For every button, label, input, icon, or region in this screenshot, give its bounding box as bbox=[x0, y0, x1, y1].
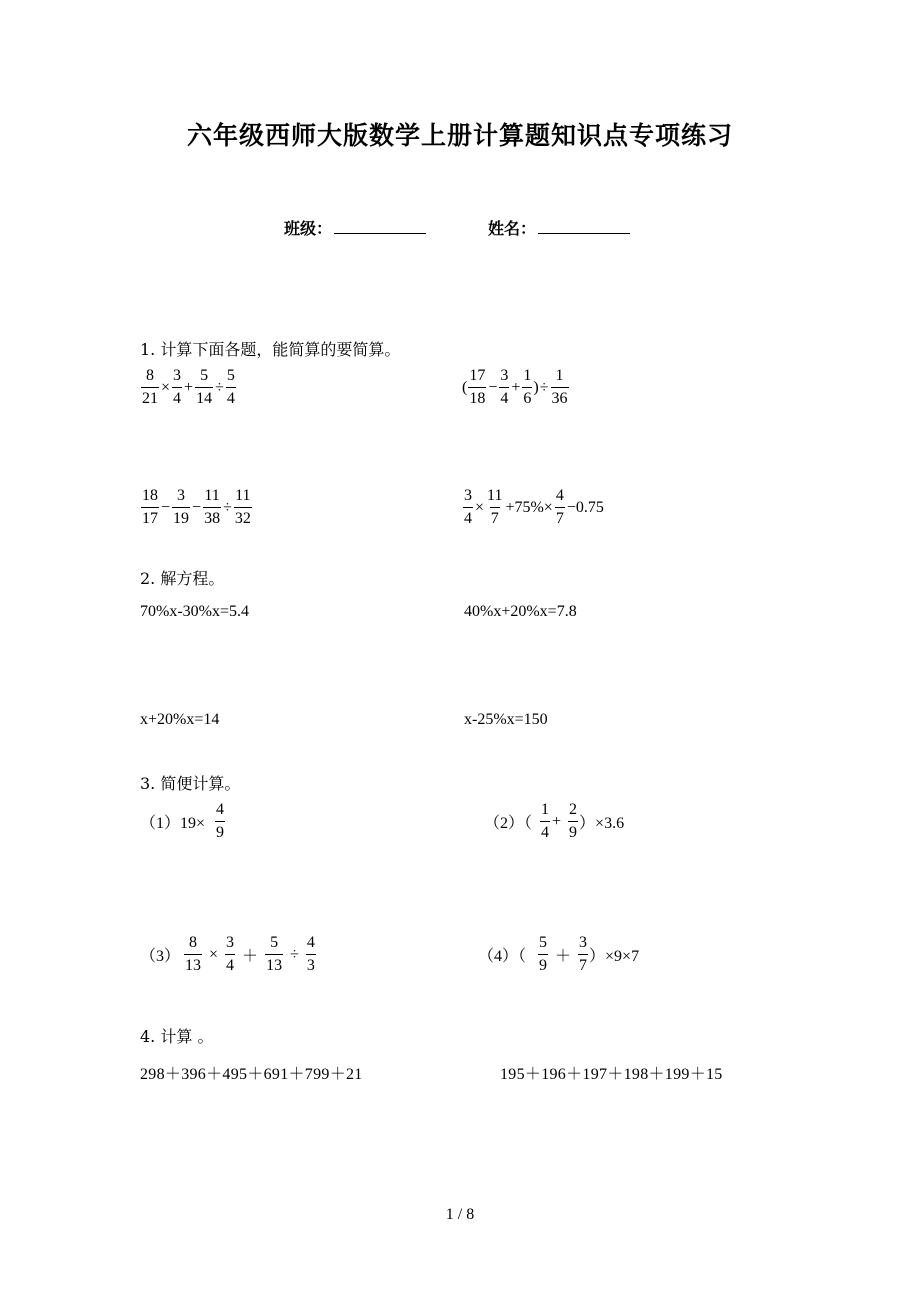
denominator: 21 bbox=[141, 387, 159, 407]
numerator: 8 bbox=[146, 367, 154, 384]
denominator: 7 bbox=[578, 954, 588, 974]
fraction bbox=[306, 935, 316, 974]
fraction bbox=[463, 488, 473, 527]
problem-1d bbox=[462, 488, 605, 527]
denominator: 4 bbox=[226, 387, 236, 407]
expression-token: ) bbox=[533, 378, 539, 396]
expression-token: × bbox=[209, 945, 219, 963]
denominator: 36 bbox=[551, 387, 569, 407]
numerator: 1 bbox=[523, 367, 532, 384]
fraction bbox=[486, 488, 503, 527]
name-blank[interactable] bbox=[538, 219, 630, 234]
denominator: 32 bbox=[234, 507, 252, 527]
fraction bbox=[215, 802, 225, 841]
page-title: 六年级西师大版数学上册计算题知识点专项练习 bbox=[186, 121, 733, 150]
numerator: 11 bbox=[487, 487, 503, 504]
denominator: 3 bbox=[306, 954, 316, 974]
numerator: 2 bbox=[569, 801, 578, 818]
sum-1: 298＋396＋495＋691＋799＋21 bbox=[140, 1066, 363, 1083]
numerator: 11 bbox=[204, 487, 220, 504]
expression-token: − bbox=[488, 378, 498, 396]
section-2-heading: 2. 解方程。 bbox=[140, 569, 225, 588]
denominator: 14 bbox=[195, 387, 213, 407]
fraction bbox=[184, 935, 202, 974]
denominator: 7 bbox=[490, 507, 500, 527]
numerator: 4 bbox=[216, 801, 225, 818]
section-3-heading: 3. 简便计算。 bbox=[140, 774, 241, 793]
denominator: 4 bbox=[540, 821, 550, 841]
equation-2: 40%x+20%x=7.8 bbox=[464, 603, 577, 620]
fraction bbox=[568, 802, 578, 841]
denominator: 9 bbox=[215, 821, 225, 841]
denominator: 4 bbox=[225, 954, 235, 974]
fraction bbox=[551, 368, 569, 407]
expression-token: + bbox=[552, 812, 562, 830]
section-1-heading: 1. 计算下面各题，能简算的要简算。 bbox=[140, 340, 401, 359]
expression-token: （1）19× bbox=[140, 815, 206, 832]
expression-token: （2）（ bbox=[484, 815, 533, 832]
numerator: 11 bbox=[235, 487, 251, 504]
expression-token: ÷ bbox=[215, 378, 224, 396]
fraction bbox=[172, 368, 182, 407]
fraction bbox=[499, 368, 509, 407]
numerator: 5 bbox=[270, 934, 279, 951]
fraction bbox=[226, 368, 236, 407]
denominator: 13 bbox=[184, 954, 202, 974]
denominator: 17 bbox=[141, 507, 159, 527]
expression-token: ）×9×7 bbox=[589, 948, 640, 965]
denominator: 18 bbox=[468, 387, 486, 407]
class-label: 班级： bbox=[284, 219, 333, 238]
fraction bbox=[225, 935, 235, 974]
problem-3-2 bbox=[484, 802, 624, 841]
expression-token: ）×3.6 bbox=[579, 815, 625, 832]
page-number: 1 / 8 bbox=[445, 1206, 475, 1223]
name-field bbox=[488, 216, 630, 239]
expression-token: × bbox=[475, 498, 485, 516]
fraction bbox=[555, 488, 565, 527]
expression-token: ＋ bbox=[242, 948, 259, 965]
expression-token: ÷ bbox=[223, 498, 232, 516]
problem-3-4 bbox=[478, 935, 639, 974]
expression-token: （3） bbox=[140, 948, 181, 965]
expression-token: +75%× bbox=[505, 498, 553, 516]
numerator: 3 bbox=[500, 367, 509, 384]
numerator: 17 bbox=[469, 367, 486, 384]
class-field bbox=[284, 216, 426, 239]
sum-2: 195＋196＋197＋198＋199＋15 bbox=[500, 1066, 723, 1083]
fraction bbox=[141, 368, 159, 407]
numerator: 18 bbox=[142, 487, 158, 504]
denominator: 4 bbox=[463, 507, 473, 527]
numerator: 3 bbox=[226, 934, 235, 951]
problem-1a bbox=[140, 368, 237, 407]
expression-token: ÷ bbox=[539, 378, 549, 396]
denominator: 38 bbox=[203, 507, 221, 527]
denominator: 9 bbox=[538, 954, 548, 974]
numerator: 5 bbox=[200, 367, 209, 384]
fraction bbox=[540, 802, 550, 841]
equation-3: x+20%x=14 bbox=[140, 711, 220, 728]
fraction bbox=[172, 488, 190, 527]
class-blank[interactable] bbox=[334, 219, 426, 234]
numerator: 4 bbox=[306, 934, 315, 951]
problem-3-3 bbox=[140, 935, 317, 974]
fraction bbox=[522, 368, 532, 407]
expression-token: − bbox=[192, 498, 202, 516]
fraction bbox=[265, 935, 283, 974]
numerator: 5 bbox=[539, 934, 548, 951]
numerator: 3 bbox=[464, 487, 472, 504]
numerator: 5 bbox=[226, 367, 235, 384]
fraction bbox=[234, 488, 252, 527]
problem-1c bbox=[140, 488, 253, 527]
expression-token: （4）（ bbox=[478, 948, 527, 965]
numerator: 8 bbox=[189, 934, 198, 951]
denominator: 13 bbox=[265, 954, 283, 974]
expression-token: × bbox=[161, 378, 171, 396]
numerator: 3 bbox=[173, 367, 182, 384]
equation-1: 70%x-30%x=5.4 bbox=[140, 603, 250, 620]
expression-token: + bbox=[511, 378, 521, 396]
expression-token: ( bbox=[462, 378, 468, 396]
fraction bbox=[468, 368, 486, 407]
problem-3-1 bbox=[140, 802, 226, 841]
equation-4: x-25%x=150 bbox=[464, 711, 548, 728]
numerator: 3 bbox=[579, 934, 588, 951]
problem-1b bbox=[462, 368, 570, 407]
fraction bbox=[195, 368, 213, 407]
fraction bbox=[538, 935, 548, 974]
denominator: 6 bbox=[522, 387, 532, 407]
expression-token: − bbox=[161, 498, 171, 516]
numerator: 4 bbox=[555, 487, 564, 504]
denominator: 9 bbox=[568, 821, 578, 841]
expression-token: ＋ bbox=[555, 948, 572, 965]
name-label: 姓名： bbox=[488, 219, 537, 238]
denominator: 7 bbox=[555, 507, 565, 527]
expression-token: ÷ bbox=[290, 945, 299, 963]
fraction bbox=[578, 935, 588, 974]
numerator: 3 bbox=[177, 487, 186, 504]
numerator: 1 bbox=[555, 367, 564, 384]
fraction bbox=[203, 488, 221, 527]
numerator: 1 bbox=[541, 801, 550, 818]
denominator: 4 bbox=[172, 387, 182, 407]
expression-token: + bbox=[184, 378, 194, 396]
section-4-heading: 4. 计算 。 bbox=[140, 1027, 214, 1046]
fraction bbox=[141, 488, 159, 527]
denominator: 19 bbox=[172, 507, 190, 527]
expression-token: −0.75 bbox=[566, 498, 604, 516]
denominator: 4 bbox=[499, 387, 509, 407]
